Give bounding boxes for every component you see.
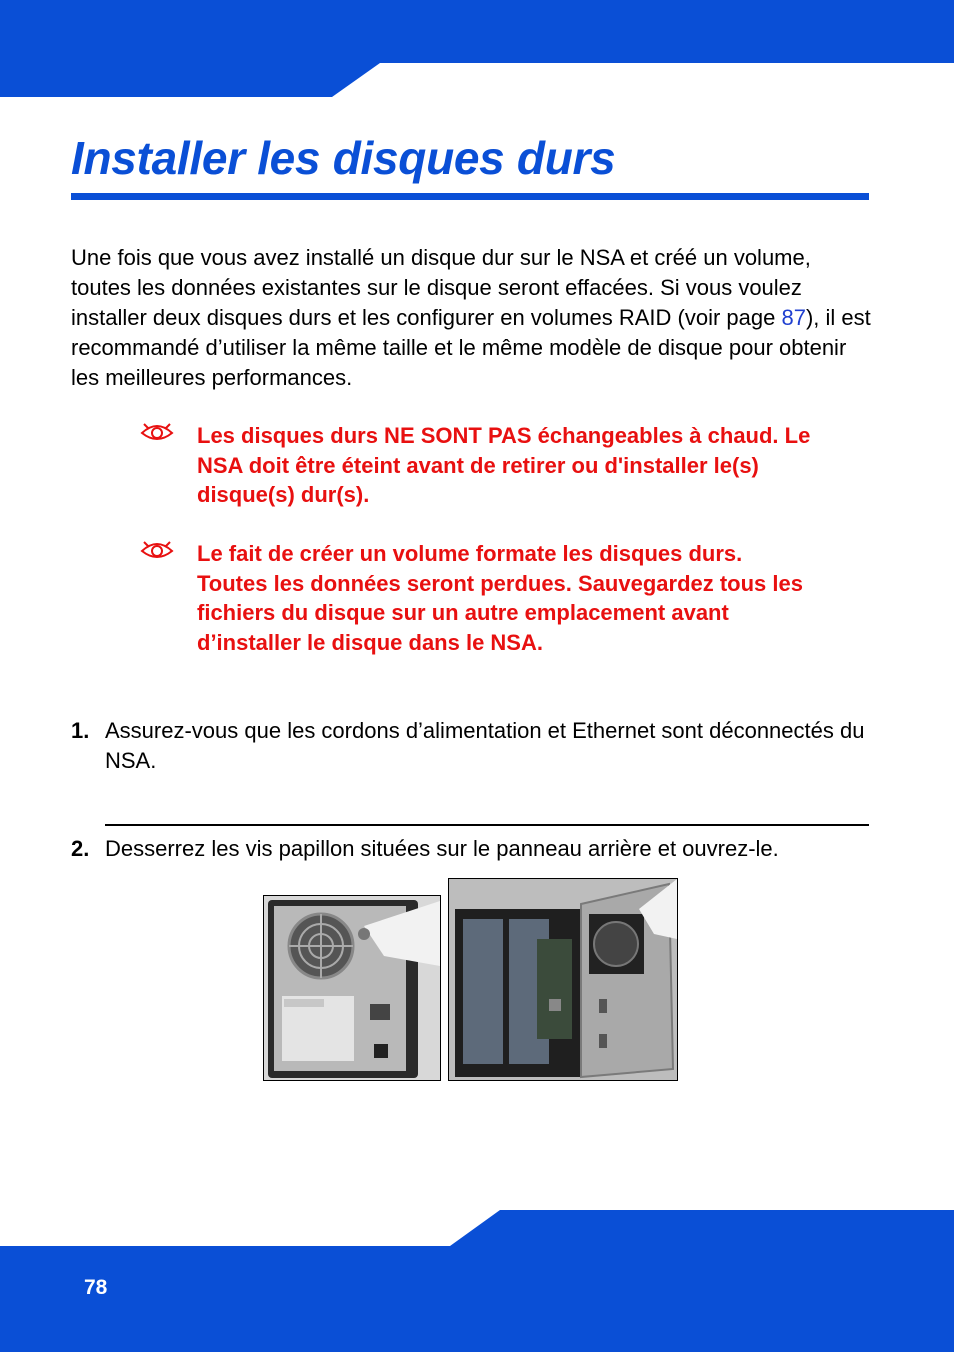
step-text: Desserrez les vis papillon situées sur le panneau arrière et ouvrez-le.	[105, 836, 779, 861]
photo-opened-device	[448, 878, 678, 1081]
eye-icon	[140, 539, 174, 563]
warning-note-text: Les disques durs NE SONT PAS échangeables à chaud. Le NSA doit être éteint avant de retirer ou d'installer le(s) disque(s) dur(s).	[197, 423, 811, 507]
device-open-illustration	[449, 879, 677, 1080]
page-title: Installer les disques durs	[71, 132, 616, 184]
eye-icon	[140, 421, 174, 445]
intro-text-before: Une fois que vous avez installé un disque dur sur le NSA et créé un volume, toutes les données existantes sur le disque seront effacées. Si vous voulez installer deux disques durs et les configurer en volumes RAID (voir page	[71, 245, 811, 330]
warning-note-text: Le fait de créer un volume formate les disques durs. Toutes les données seront perdues. Sauvegardez tous les fichiers du disque sur un autre emplacement avant d’installer le disque dans le NSA.	[197, 541, 803, 655]
intro-paragraph	[71, 243, 871, 393]
intro-text-after: ), il est recommandé d’utiliser la même taille et le même modèle de disque pour obtenir les meilleures performances.	[71, 305, 871, 390]
step-divider	[105, 824, 869, 826]
step-number: 2.	[71, 836, 90, 861]
photo-back-panel	[263, 895, 441, 1081]
device-back-illustration	[264, 896, 440, 1080]
page-number: 78	[84, 1276, 108, 1299]
step-text: Assurez-vous que les cordons d’alimentation et Ethernet sont déconnectés du NSA.	[105, 718, 865, 773]
footer-band	[0, 1210, 954, 1352]
title-underline	[71, 193, 869, 200]
step-number: 1.	[71, 718, 90, 743]
page-reference-link[interactable]: 87	[781, 305, 806, 330]
header-band	[0, 0, 954, 100]
